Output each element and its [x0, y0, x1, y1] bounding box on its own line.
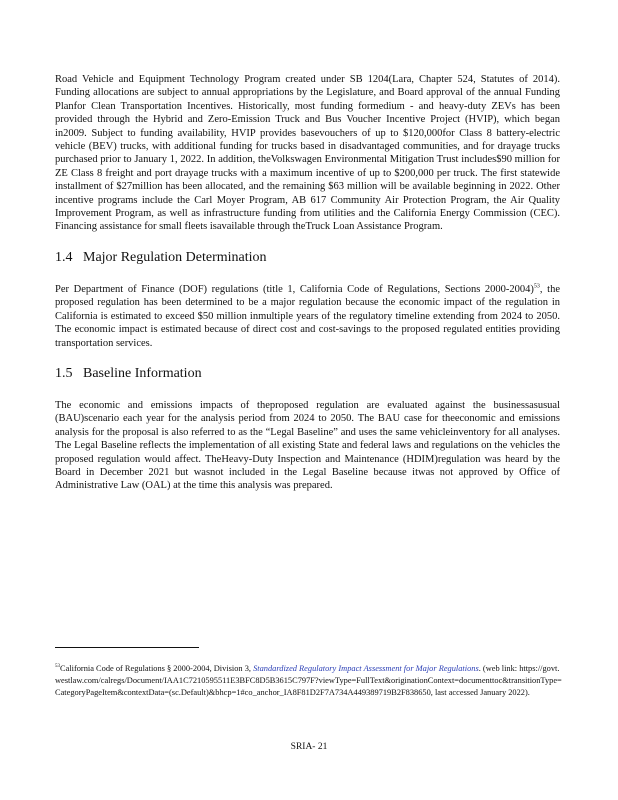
footnote-text: California Code of Regulations § 2000-2004, Division 3,	[60, 663, 251, 673]
section-number: 1.4	[55, 249, 73, 265]
section-1-5-heading	[55, 366, 560, 382]
section-1-4-heading	[55, 250, 560, 266]
footnote-marker: 53	[55, 664, 60, 669]
section-number: 1.5	[55, 365, 73, 381]
footnote-reference[interactable]: 53	[533, 283, 540, 290]
footnote-url-text: . (web link: https://govt.westlaw.com/calregs/Document/IAA1C7210595511E3BFC8D5B3615C797F?viewType=FullText&originationContext=documenttoc&transitionType=CategoryPageItem&contextData=(sc.Default)&bhcp=1#co_anchor_IA8F81D2F7A734A449389719B2F838650, last accessed January 2022).	[55, 663, 562, 698]
footnote	[55, 661, 565, 699]
section-title: Major Regulation Determination	[83, 249, 267, 265]
footnote-link[interactable]: Standardized Regulatory Impact Assessment for Major Regulations	[253, 663, 479, 673]
footnote-separator	[55, 647, 199, 648]
paragraph-incentives: Road Vehicle and Equipment Technology Program created under SB 1204(Lara, Chapter 524, Statutes of 2014). Funding allocations are subject to annual appropriations by the Legislature, and Board approval of the annual Funding Planfor Clean Transportation Incentives. Historically, most funding formedium - and heavy-duty ZEVs has been provided through the Hybrid and Zero-Emission Truck and Bus Voucher Incentive Project (HVIP), which began in2009. Subject to funding availability, HVIP provides basevouchers of up to $120,000for Class 8 battery-electric vehicle (BEV) trucks, with additional funding for trucks based in disadvantaged communities, and for drayage trucks purchased prior to January 1, 2022. In addition, theVolkswagen Environmental Mitigation Trust includes$90 million for ZE Class 8 freight and port drayage trucks with a maximum incentive of up to $200,000 per truck. The first statewide installment of $27million has been allocated, and the remaining $63 million will be available beginning in 2022. Other incentive programs include the Carl Moyer Program, AB 617 Community Air Protection Program, the Air Quality Improvement Program, as well as infrastructure funding from utilities and the California Energy Commission (CEC). Financing assistance for small fleets isavailable through theTruck Loan Assistance Program.	[55, 74, 560, 233]
paragraph-text: , the proposed regulation has been determined to be a major regulation because the economic impact of the regulation in California is estimated to exceed $50 million inmultiple years of the regulatory timeline extending from 2024 to 2050. The economic impact is estimated because of direct cost and cost-savings to the proposed regulated entities providing transportation services.	[55, 283, 561, 349]
paragraph-text: Per Department of Finance (DOF) regulations (title 1, California Code of Regulations, Sections 2000-2004)	[55, 283, 534, 295]
section-title: Baseline Information	[83, 365, 202, 381]
paragraph-baseline: The economic and emissions impacts of theproposed regulation are evaluated against the businessasusual (BAU)scenario each year for the analysis period from 2024 to 2050. The BAU case for theeconomic and emissions analysis for the proposal is also referred to as the “Legal Baseline” and uses the same vehicleinventory for all analyses. The Legal Baseline reflects the implementation of all existing State and federal laws and regulations on the vehicles the proposed regulation would affect. TheHeavy-Duty Inspection and Maintenance (HDIM)regulation was heard by the Board in December 2021 but wasnot included in the Legal Baseline because itwas not approved by Office of Administrative Law (OAL) at the time this analysis was prepared.	[55, 399, 560, 492]
page-number: SRIA- 21	[290, 742, 328, 752]
paragraph-major-regulation	[55, 283, 560, 350]
page-body	[55, 73, 560, 493]
